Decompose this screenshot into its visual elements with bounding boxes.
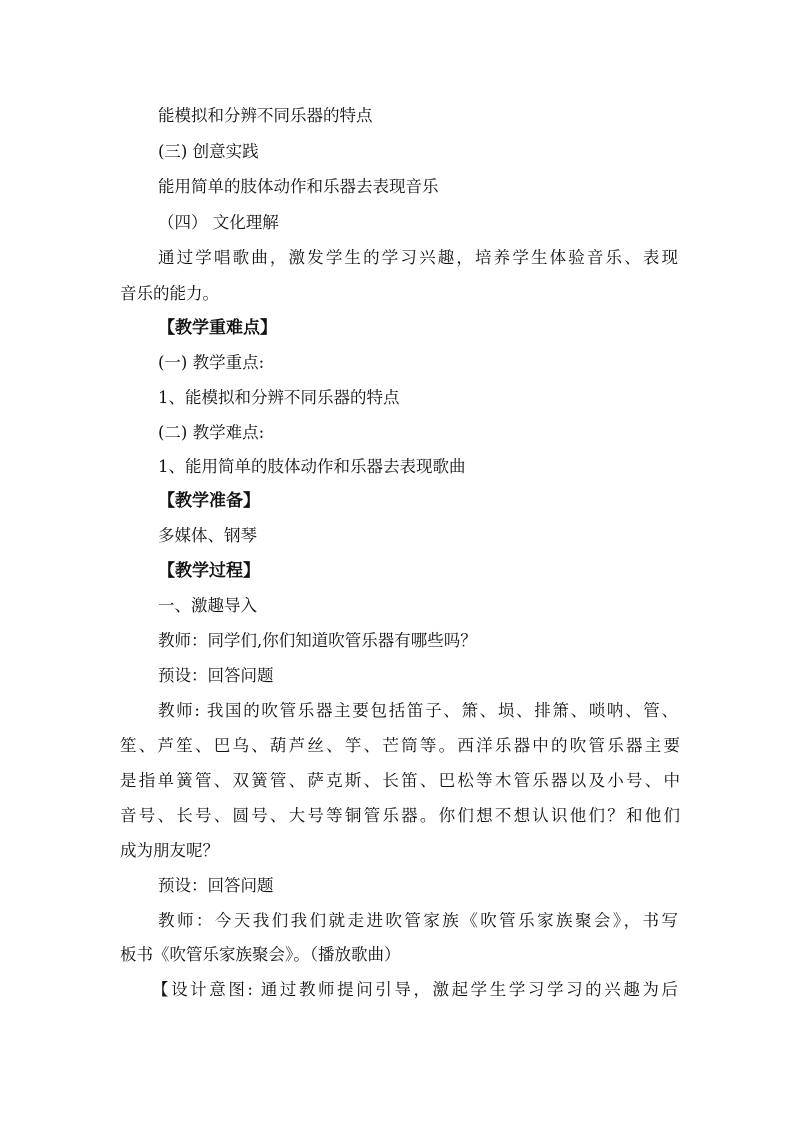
paragraph-line: 是指单簧管、双簧管、萨克斯、长笛、巴松等木管乐器以及小号、中 <box>120 771 680 790</box>
paragraph-line: 1、能用简单的肢体动作和乐器去表现歌曲 <box>158 457 466 476</box>
subheading: 一、激趣导入 <box>158 596 257 615</box>
paragraph-line: 1、能模拟和分辨不同乐器的特点 <box>158 388 400 407</box>
paragraph-line: 【设计意图: 通过教师提问引导，激起学生学习学习的兴趣为后 <box>152 980 678 999</box>
bold-heading: 【教学准备】 <box>158 491 260 511</box>
paragraph-line: 预设：回答问题 <box>158 876 274 895</box>
bold-heading: 【教学重难点】 <box>158 318 277 338</box>
paragraph-line: 成为朋友呢？ <box>120 841 219 860</box>
paragraph-line: 板书《吹管乐家族聚会》。（播放歌曲） <box>120 945 401 964</box>
section-heading: (三) 创意实践 <box>158 142 259 161</box>
subheading: (二) 教学难点: <box>158 423 265 442</box>
paragraph-line: 音乐的能力。 <box>120 284 219 303</box>
section-heading: （四） 文化理解 <box>158 213 279 232</box>
paragraph-line: 教师: 我国的吹管乐器主要包括笛子、箫、埙、排箫、唢呐、管、 <box>158 701 678 720</box>
subheading: (一) 教学重点: <box>158 353 265 372</box>
paragraph-line: 教师：同学们,你们知道吹管乐器有哪些吗？ <box>158 631 477 650</box>
paragraph-line: 能用简单的肢体动作和乐器去表现音乐 <box>158 177 439 196</box>
paragraph-line: 能模拟和分辨不同乐器的特点 <box>158 106 373 125</box>
paragraph-line: 教师：今天我们我们就走进吹管家族《吹管乐家族聚会》，书写 <box>158 911 678 930</box>
bold-heading: 【教学过程】 <box>158 561 260 581</box>
paragraph-line: 预设：回答问题 <box>158 666 274 685</box>
paragraph-line: 通过学唱歌曲，激发学生的学习兴趣，培养学生体验音乐、表现 <box>158 248 678 267</box>
paragraph-line: 多媒体、钢琴 <box>158 526 257 545</box>
paragraph-line: 笙、芦笙、巴乌、葫芦丝、竽、芒筒等。西洋乐器中的吹管乐器主要 <box>120 736 680 755</box>
paragraph-line: 音号、长号、圆号、大号等铜管乐器。你们想不想认识他们？和他们 <box>120 806 680 825</box>
